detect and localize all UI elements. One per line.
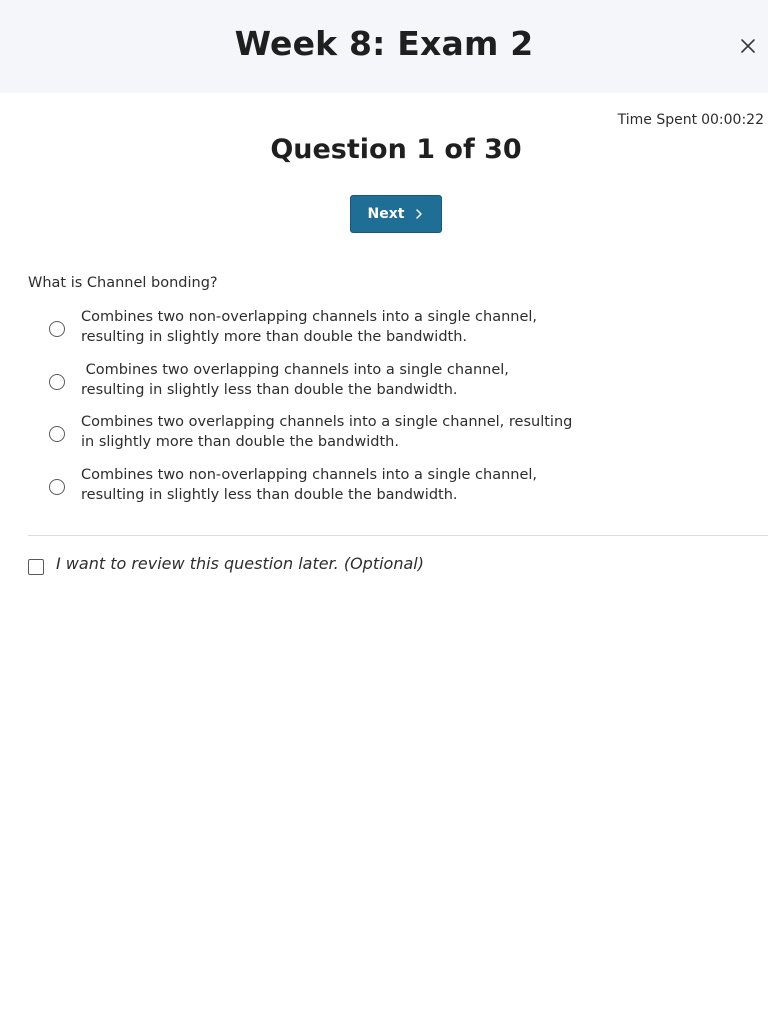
next-button[interactable]: [350, 195, 442, 233]
answer-option-2[interactable]: [0, 360, 768, 406]
answer-option-label: Combines two non-overlapping channels into a single channel, resulting in slightly less than double the bandwidth.: [81, 467, 542, 503]
time-spent-value: 00:00:22: [701, 112, 764, 128]
radio-button[interactable]: [49, 479, 65, 495]
question-counter: Question 1 of 30: [270, 134, 522, 165]
time-spent: [618, 112, 764, 128]
answer-option-label: Combines two overlapping channels into a single channel, resulting in slightly more than double the bandwidth.: [81, 414, 577, 450]
review-later-label: I want to review this question later. (Optional): [56, 554, 424, 573]
time-spent-label: Time Spent: [617, 112, 698, 128]
answer-option-label: Combines two non-overlapping channels into a single channel, resulting in slightly more than double the bandwidth.: [81, 309, 542, 345]
close-button[interactable]: [737, 35, 759, 57]
answer-option-label: Combines two overlapping channels into a single channel, resulting in slightly less than double the bandwidth.: [81, 362, 514, 398]
radio-button[interactable]: [49, 374, 65, 390]
close-icon: [737, 35, 759, 57]
answer-option-3[interactable]: [0, 412, 768, 458]
next-button-label: Next: [367, 206, 405, 222]
chevron-right-icon: [414, 208, 424, 220]
review-later-checkbox[interactable]: [28, 559, 44, 575]
answer-option-1[interactable]: [0, 307, 768, 353]
exam-header: [0, 0, 768, 93]
radio-button[interactable]: [49, 321, 65, 337]
exam-title: Week 8: Exam 2: [234, 24, 534, 63]
radio-button[interactable]: [49, 426, 65, 442]
question-text: What is Channel bonding?: [28, 275, 218, 291]
divider: [28, 535, 768, 536]
answer-option-4[interactable]: [0, 465, 768, 511]
